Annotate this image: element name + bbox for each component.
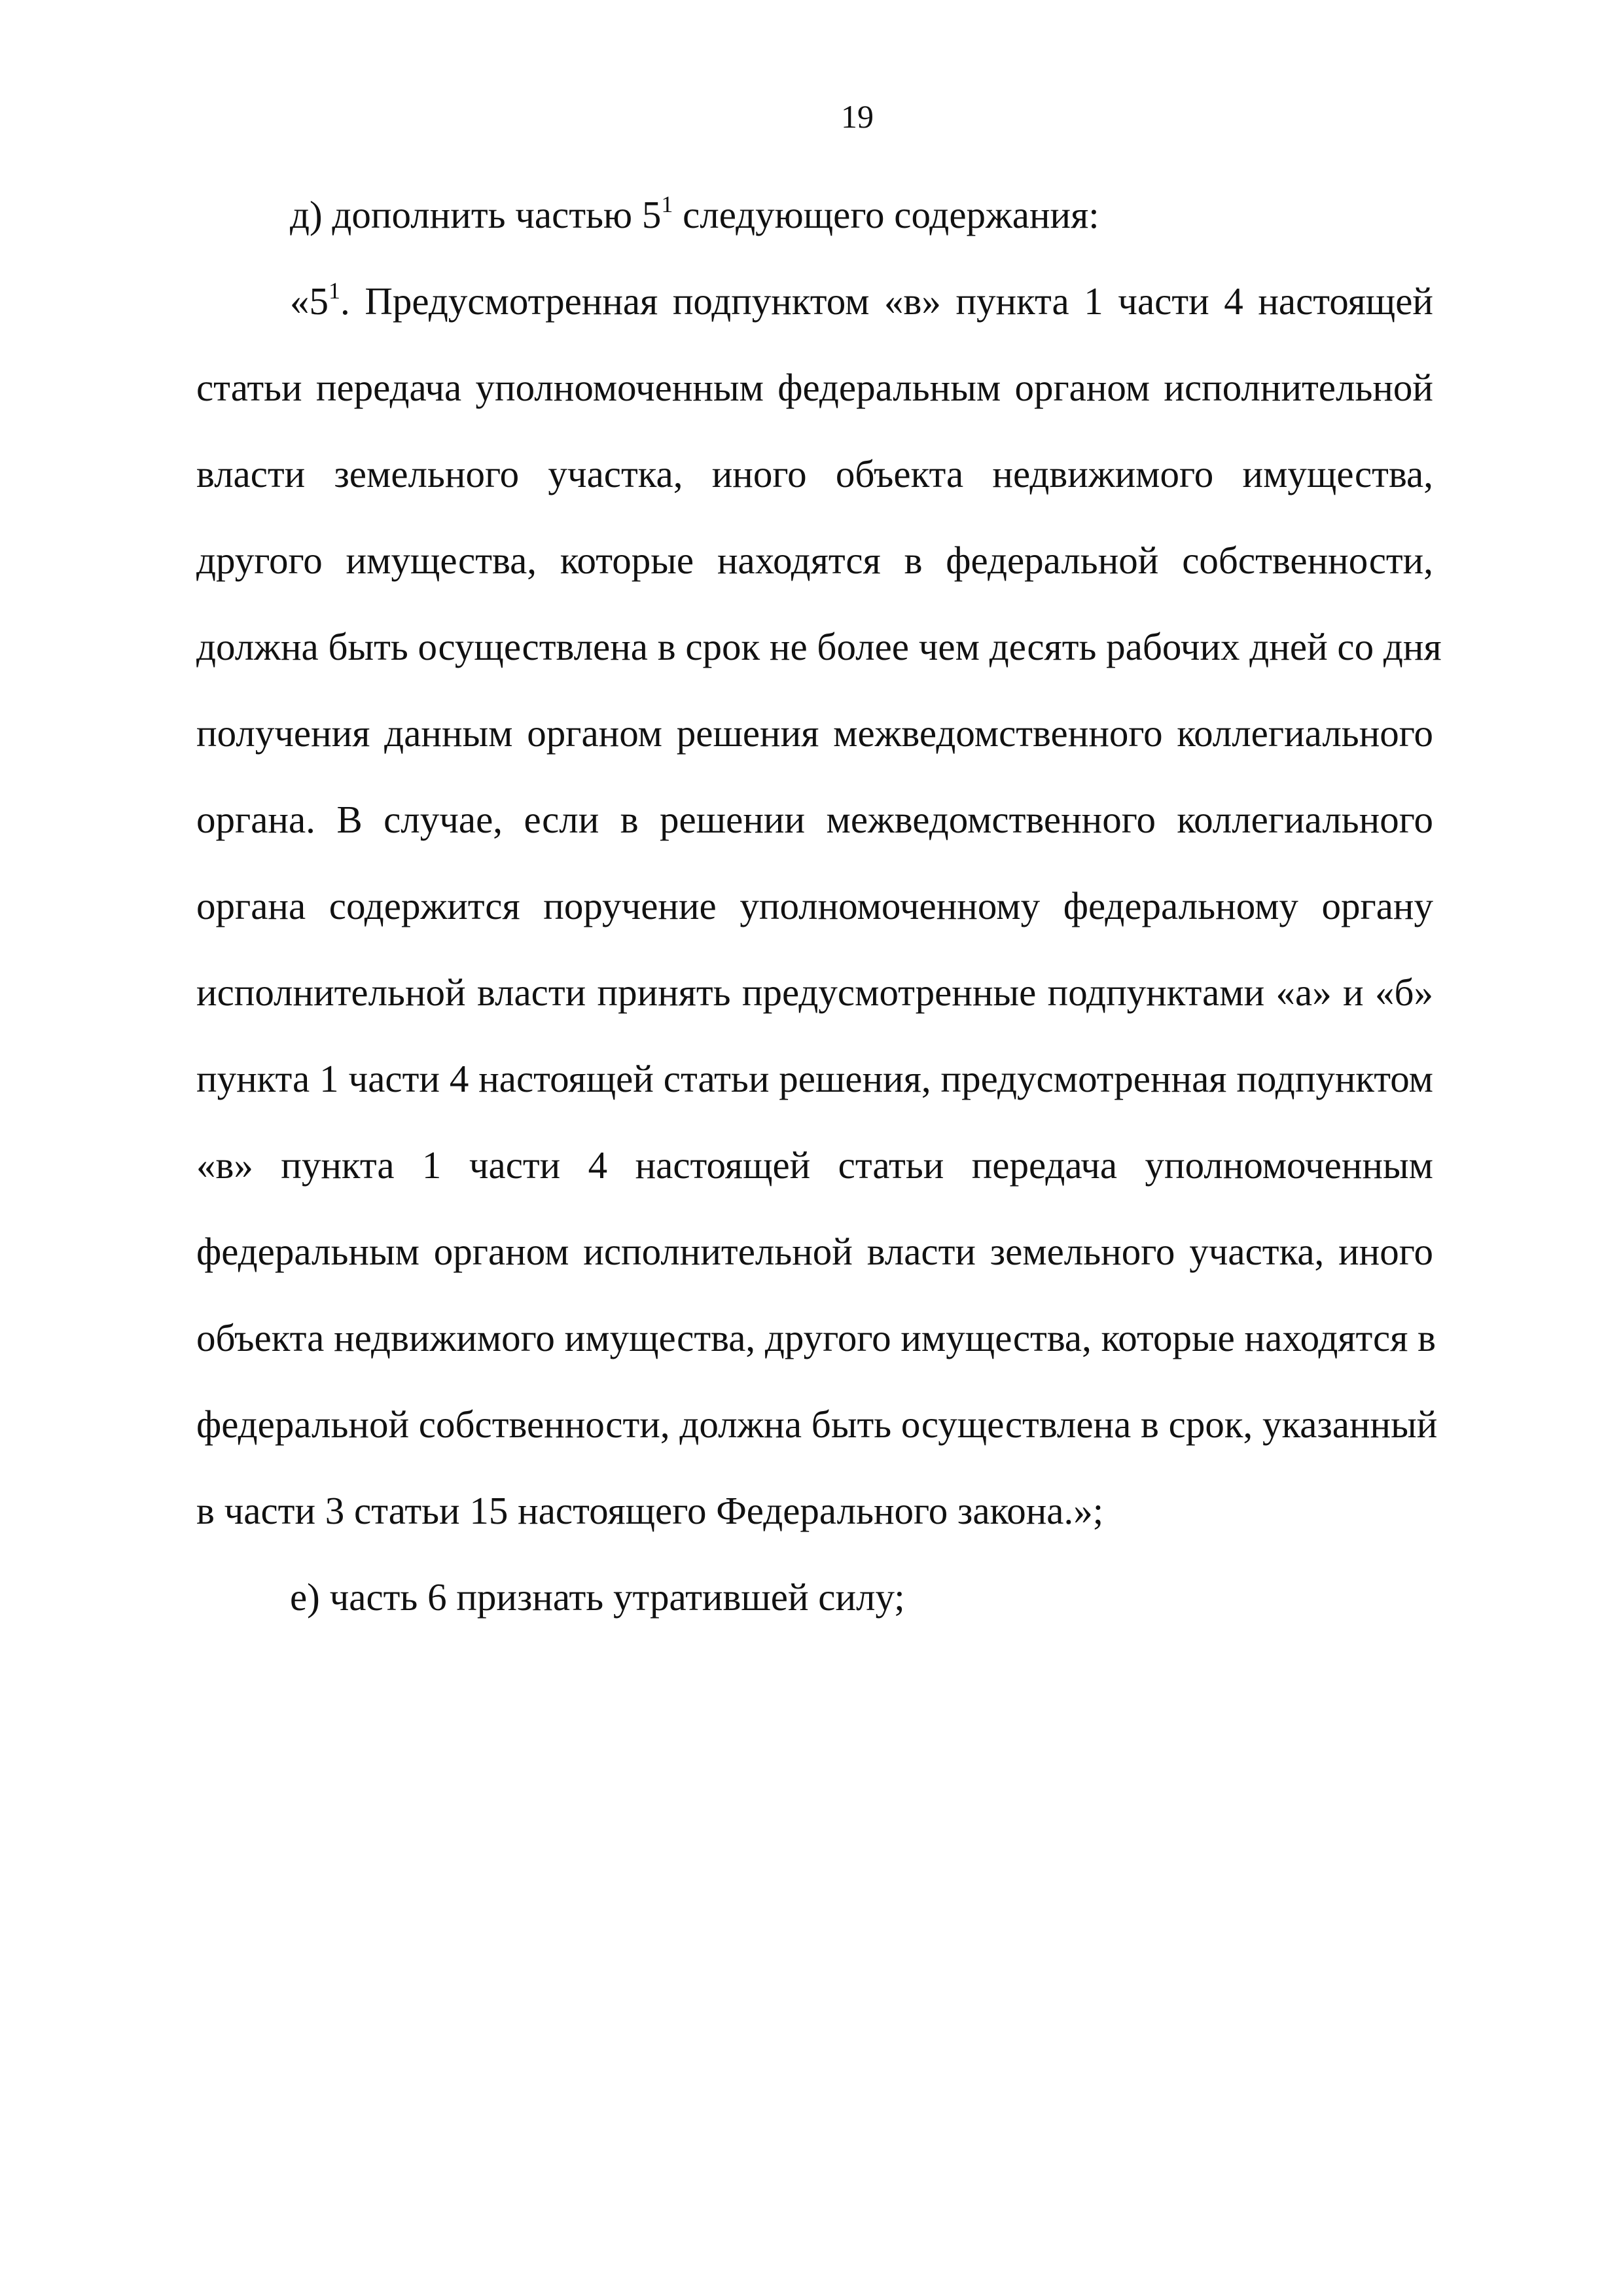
quote-line: органа. В случае, если в решении межведомственного коллегиального — [196, 798, 1433, 841]
quote-line: объекта недвижимого имущества, другого имущества, которые находятся в — [196, 1316, 1436, 1359]
quote-line: получения данным органом решения межведомственного коллегиального — [196, 711, 1433, 755]
quote-first-line-text: . Предусмотренная подпунктом «в» пункта 1 части 4 настоящей — [340, 279, 1433, 323]
quote-first-line — [290, 278, 1433, 325]
item-d-text: д) дополнить частью 5 — [290, 193, 662, 236]
quote-line: органа содержится поручение уполномоченному федеральному органу — [196, 884, 1433, 927]
quote-line: другого имущества, которые находятся в федеральной собственности, — [196, 539, 1433, 582]
quote-line: «в» пункта 1 части 4 настоящей статьи передача уполномоченным — [196, 1143, 1433, 1187]
quote-line: пункта 1 части 4 настоящей статьи решения, предусмотренная подпунктом — [196, 1057, 1433, 1100]
quote-line: должна быть осуществлена в срок не более чем десять рабочих дней со дня — [196, 625, 1442, 668]
page-number: 19 — [841, 98, 874, 135]
item-e-paragraph: е) часть 6 признать утратившей силу; — [290, 1575, 905, 1619]
quote-line: федеральной собственности, должна быть осуществлена в срок, указанный — [196, 1403, 1438, 1446]
item-d-paragraph — [290, 191, 1433, 238]
quote-open: «5 — [290, 279, 329, 323]
quote-last-line: в части 3 статьи 15 настоящего Федерального закона.»; — [196, 1489, 1104, 1532]
item-d-text-end: следующего содержания: — [673, 193, 1099, 236]
superscript: 1 — [329, 278, 340, 304]
quote-line: исполнительной власти принять предусмотренные подпунктами «а» и «б» — [196, 971, 1433, 1014]
superscript: 1 — [661, 191, 673, 217]
quote-line: федеральным органом исполнительной власти земельного участка, иного — [196, 1230, 1433, 1273]
quote-line: власти земельного участка, иного объекта недвижимого имущества, — [196, 452, 1433, 495]
quote-line: статьи передача уполномоченным федеральным органом исполнительной — [196, 366, 1433, 409]
